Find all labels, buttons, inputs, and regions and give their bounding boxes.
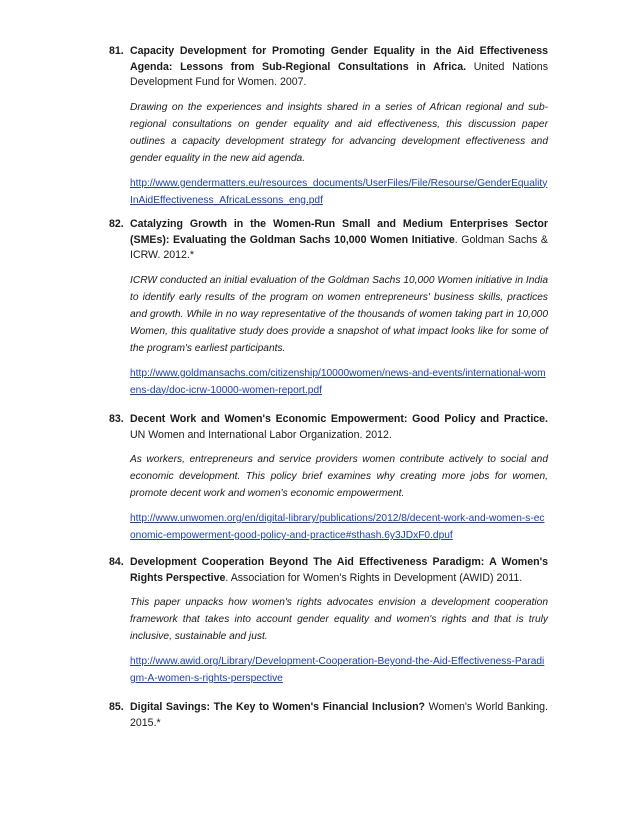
entry-citation: [130, 217, 548, 264]
entry-source: UN Women and International Labor Organization. 2012.: [130, 428, 392, 441]
entry-citation: [130, 555, 548, 586]
entry-number: 85.: [109, 701, 124, 713]
entry-number: 81.: [109, 45, 124, 57]
bibliography-entry-85: [109, 700, 548, 731]
entry-number: 83.: [109, 413, 124, 425]
entry-number: 84.: [109, 556, 124, 568]
entry-link[interactable]: http://www.gendermatters.eu/resources_documents/UserFiles/File/Resourse/GenderEqualityInAidEffectiveness_AfricaLessons_eng.pdf: [130, 177, 548, 206]
entry-title: Development Cooperation Beyond The Aid Effectiveness Paradigm: A Women's Rights Perspective: [130, 556, 548, 584]
entry-citation: [130, 700, 548, 731]
bibliography-entry-82: [109, 217, 548, 399]
entry-link[interactable]: http://www.unwomen.org/en/digital-library/publications/2012/8/decent-work-and-women-s-economic-empowerment-good-policy-and-practice#sthash.6y3JDxF0.dpuf: [130, 513, 545, 541]
entry-title: Capacity Development for Promoting Gender Equality in the Aid Effectiveness Agenda: Lessons from Sub-Regional Consultations in Africa.: [130, 45, 548, 73]
entry-description: Drawing on the experiences and insights shared in a series of African regional and sub-regional consultations on gender equality and aid effectiveness, this discussion paper outlines a capacity development strategy for advancing development effectiveness and gender equality in the new aid agenda.: [130, 101, 548, 164]
entry-number: 82.: [109, 218, 124, 230]
entry-description: As workers, entrepreneurs and service providers women contribute actively to social and economic development. This policy brief examines why creating more jobs for women, promote decent work and women's economic empowerment.: [130, 454, 548, 499]
entry-link[interactable]: http://www.goldmansachs.com/citizenship/10000women/news-and-events/international-womens-day/doc-icrw-10000-women-report.pdf: [130, 367, 546, 396]
entry-source: Women's World Banking. 2015.*: [130, 701, 548, 729]
entry-description: ICRW conducted an initial evaluation of the Goldman Sachs 10,000 Women initiative in India to identify early results of the program on women entrepreneurs' business skills, practices and growth. While in no way representative of the thousands of women taking part in 10,000 Women, this qualitative study does provide a snapshot of what impact looks like for some of the program's earliest participants.: [130, 274, 548, 354]
entry-description: This paper unpacks how women's rights advocates envision a development cooperation framework that takes into account gender equality and women's rights and that is truly inclusive, sustainable and just.: [130, 597, 548, 642]
bibliography-entry-84: [109, 555, 548, 687]
entry-source: United Nations Development Fund for Women. 2007.: [130, 60, 548, 88]
entry-title: Digital Savings: The Key to Women's Financial Inclusion?: [130, 701, 426, 713]
entry-title: Decent Work and Women's Economic Empowerment: Good Policy and Practice.: [130, 413, 548, 425]
entry-source: . Association for Women's Rights in Development (AWID) 2011.: [225, 571, 523, 584]
bibliography-entry-83: [109, 412, 548, 544]
entry-title: Catalyzing Growth in the Women-Run Small and Medium Enterprises Sector (SMEs): Evaluating the Goldman Sachs 10,000 Women Initiative: [130, 218, 548, 246]
bibliography-entry-81: [109, 44, 548, 209]
entry-source: . Goldman Sachs & ICRW. 2012.*: [130, 233, 548, 261]
entry-citation: [130, 412, 548, 443]
entry-citation: [130, 44, 548, 91]
entry-link[interactable]: http://www.awid.org/Library/Development-Cooperation-Beyond-the-Aid-Effectiveness-Paradigm-A-women-s-rights-perspective: [130, 656, 545, 684]
